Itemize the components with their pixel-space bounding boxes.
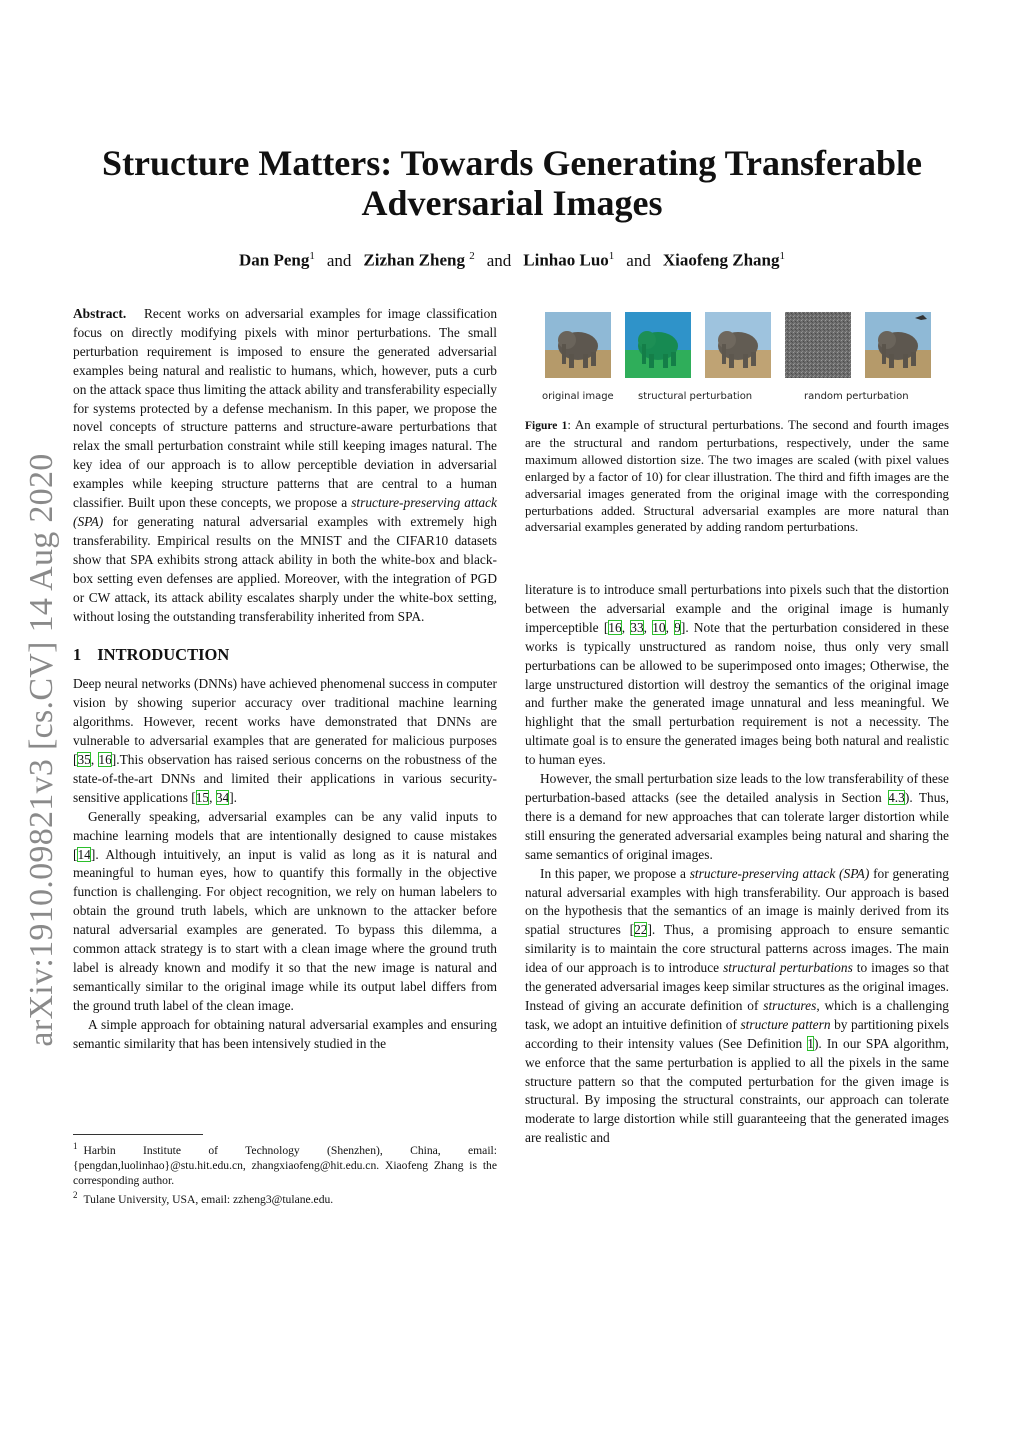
figure-1-images [542,312,936,408]
section-link[interactable]: 4.3 [888,789,905,805]
author-name: Zizhan Zheng [363,250,465,270]
intro-paragraph: A simple approach for obtaining natural adversarial examples and ensuring semantic similarity that has been intensively studied in the [73,1016,497,1051]
footnotes [73,1139,497,1207]
label-structural-perturbation: structural perturbation [638,391,753,402]
right-column [525,581,949,1148]
abstract: Abstract. Recent works on adversarial examples for image classification focus on directly modifying pixels with minor perturbations. The small perturbation requirement is imposed to ensure the generated adversarial examples being natural and realistic to humans, which, however, puts a curb on the attack space thus limiting the attack ability and transferability especially for systems protected by a defense mechanism. In this paper, we propose the novel concepts of structure patterns and structure-aware perturbations that relax the small perturbation constraint while still keeping images natural. The key idea of our approach is to allow perceptible deviation in adversarial examples while keeping structure patterns that are central to a human classifier. Built upon these concepts, we propose a structure-preserving attack (SPA) for generating natural adversarial examples with extremely high transferability. Empirical results on the MNIST and the CIFAR10 datasets show that SPA exhibits strong attack ability in both the white-box and black-box setting even defenses are applied. Moreover, with the integration of PGD or CW attack, its attack ability escalates sharply under the white-box setting, without losing the outstanding transferability inherited from SPA. [73,306,498,624]
intro-paragraph: In this paper, we propose a structure-preserving attack (SPA) for generating natural adversarial examples with high transferability. Our approach is based on the hypothesis that the semantics of an image is mainly derived from its spatial structures [22]. Thus, a promising approach to ensure semantic similarity is to maintain the core structural patterns across images. The main idea of our approach is to introduce structural perturbations to images so that the generated adversarial images keep similar structures as the original images. Instead of giving an accurate definition of structures, which is a challenging task, we adopt an intuitive definition of structure pattern by partitioning pixels according to their intensity values (See Definition 1). In our SPA algorithm, we enforce that the same perturbation is applied to all the pixels in the same structure pattern so that the computed perturbation for the given image is structural. By imposing the structural constraints, our approach can tolerate moderate to large distortion while still guaranteeing that the generated images are realistic and [525,865,950,1146]
intro-paragraph: literature is to introduce small perturbations into pixels such that the distortion between the adversarial example and the original image is humanly imperceptible [16, 33, 10, 9]. Note that the perturbation considered in these works is typically unstructured as random noise, thus only very small perturbations can be allowed to be superimposed onto images; Otherwise, the large unstructured distortion will destroy the semantics of the original image and further make the generated image unnatural and less meaningful. We highlight that the small perturbation requirement is not a necessity. The ultimate goal is to ensure the generated images being both natural and realistic to human eyes. [525,582,949,768]
citation-link[interactable]: 9 [674,619,681,635]
citation-link[interactable]: 15 [195,789,210,805]
affiliation-mark: 1 [309,250,315,262]
intro-paragraph: Generally speaking, adversarial examples can be any valid inputs to machine learning models that are intentionally designed to cause mistakes [14]. Although intuitively, an input is valid as long as it is natural and meaningful to human eyes, how to quantify this formally in the objective function is challenging. For object recognition, we rely on human labelers to obtain the ground truth labels, which are unknown to the attacker before natural adversarial examples are generated. To bypass this dilemma, a common attack strategy is to start with a clean image where the ground truth label is already known and modify it so that the new image is natural and semantically similar to the original image while its output label differs from the ground truth label of the clean image. [73,808,497,1013]
abstract-label: Abstract. [73,306,127,321]
author-joiner: and [626,250,651,270]
author-joiner: and [326,250,352,270]
structural-perturbation-image [625,312,691,378]
footnote-rule [73,1134,203,1135]
author-joiner: and [486,250,512,270]
footnote: $^2$ Tulane University, USA, email: zzheng3@tulane.edu. [73,1189,334,1206]
paper-title: Structure Matters: Towards Generating Transferable Adversarial Images [102,143,922,223]
intro-paragraph: Deep neural networks (DNNs) have achieved phenomenal success in computer vision by showing superior accuracy over traditional machine learning algorithms. However, recent works have demonstrated that DNNs are vulnerable to adversarial examples that are generated for malicious purposes [35, 16].This observation has raised serious concerns on the robustness of the state-of-the-art DNNs and limited their applications in various security-sensitive applications [15, 34]. [73,676,497,805]
citation-link[interactable]: 16 [608,619,622,635]
author-name: Dan Peng [238,250,310,270]
author-name: Xiaofeng Zhang [662,250,780,270]
citation-link[interactable]: 33 [630,619,644,635]
citation-link[interactable]: 22 [634,922,648,938]
citation-link[interactable]: 14 [77,846,91,862]
intro-paragraph: However, the small perturbation size leads to the low transferability of these perturbation-based attacks (see the detailed analysis in Section 4.3). Thus, there is a demand for new approaches that can tolerate larger distortion while still ensuring the generated adversarial examples being natural and sharing the same semantics of original images. [525,771,949,862]
citation-link[interactable]: 34 [215,789,230,805]
arxiv-identifier: arXiv:1910.09821v3 [cs.CV] 14 Aug 2020 [23,453,60,1047]
affiliation-mark: 1 [779,250,785,262]
figure-1-caption: Figure 1: An example of structural perturbations. The second and fourth images are the structural and random perturbations, respectively, under the same maximum allowed distortion size. The two images are scaled (with pixel values enlarged by a factor of 10) for clear illustration. The third and fifth images are the adversarial images generated from the original image with the corresponding perturbations added. Structural adversarial examples are more natural than adversarial examples generated by adding random perturbations. [525,418,949,535]
citation-link[interactable]: 35 [77,752,91,768]
label-random-perturbation: random perturbation [804,391,909,402]
random-adversarial-image [865,312,931,378]
left-column [73,305,497,1054]
figure-label: Figure 1 [525,420,568,432]
affiliation-mark: 2 [469,250,475,262]
definition-link[interactable]: 1 [807,1035,814,1051]
affiliation-mark: 1 [608,250,615,262]
author-name: Linhao Luo [523,250,609,270]
random-perturbation-image [785,312,851,378]
label-original-image: original image [542,391,614,402]
section-heading: 1 INTRODUCTION [73,645,230,665]
structural-adversarial-image [705,312,771,378]
citation-link[interactable]: 10 [652,619,666,635]
footnote: $^1$ Harbin Institute of Technology (Shenzhen), China, email: {pengdan,luolinhao}@stu.hit.edu.cn, zhangxiaofeng@hit.edu.cn. Xiaofeng Zhang is the corresponding author. [73,1141,497,1187]
author-list [80,244,944,273]
citation-link[interactable]: 16 [98,752,112,768]
original-elephant-image [545,312,611,378]
